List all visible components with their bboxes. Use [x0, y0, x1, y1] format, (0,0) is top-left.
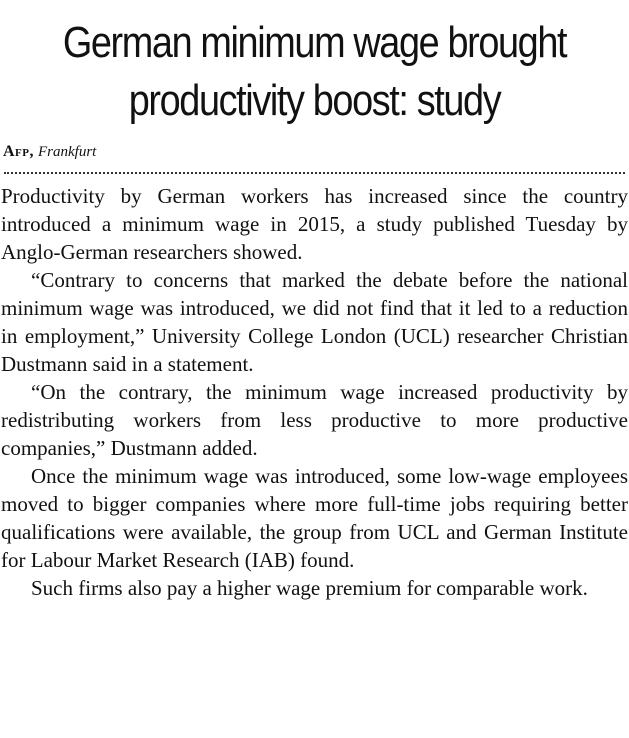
paragraph-4: Once the minimum wage was introduced, some low-wage employees moved to bigger companies where more full-time jobs requiring better qualifications were available, the group from UCL and German Institute for Labour Market Research (IAB) found.	[1, 464, 628, 572]
headline-line-1: German minimum wage brought	[62, 18, 567, 67]
byline-agency: Afp,	[3, 143, 34, 160]
paragraph-2: “Contrary to concerns that marked the debate before the national minimum wage was introduced, we did not find that it led to a reduction in employment,” University College London (UCL) researcher Christian Dustmann said in a statement.	[1, 268, 628, 376]
paragraph-5: Such firms also pay a higher wage premium for comparable work.	[31, 576, 588, 600]
headline	[44, 0, 585, 130]
byline-city: Frankfurt	[38, 144, 97, 160]
paragraph-1: Productivity by German workers has increased since the country introduced a minimum wage in 2015, a study published Tuesday by Anglo-German researchers showed.	[1, 184, 628, 264]
byline	[3, 142, 629, 162]
headline-line-2: productivity boost: study	[128, 76, 501, 125]
dotted-divider	[4, 172, 625, 174]
article-body	[0, 182, 629, 602]
paragraph-3: “On the contrary, the minimum wage increased productivity by redistributing workers from less productive to more productive companies,” Dustmann added.	[1, 380, 628, 460]
